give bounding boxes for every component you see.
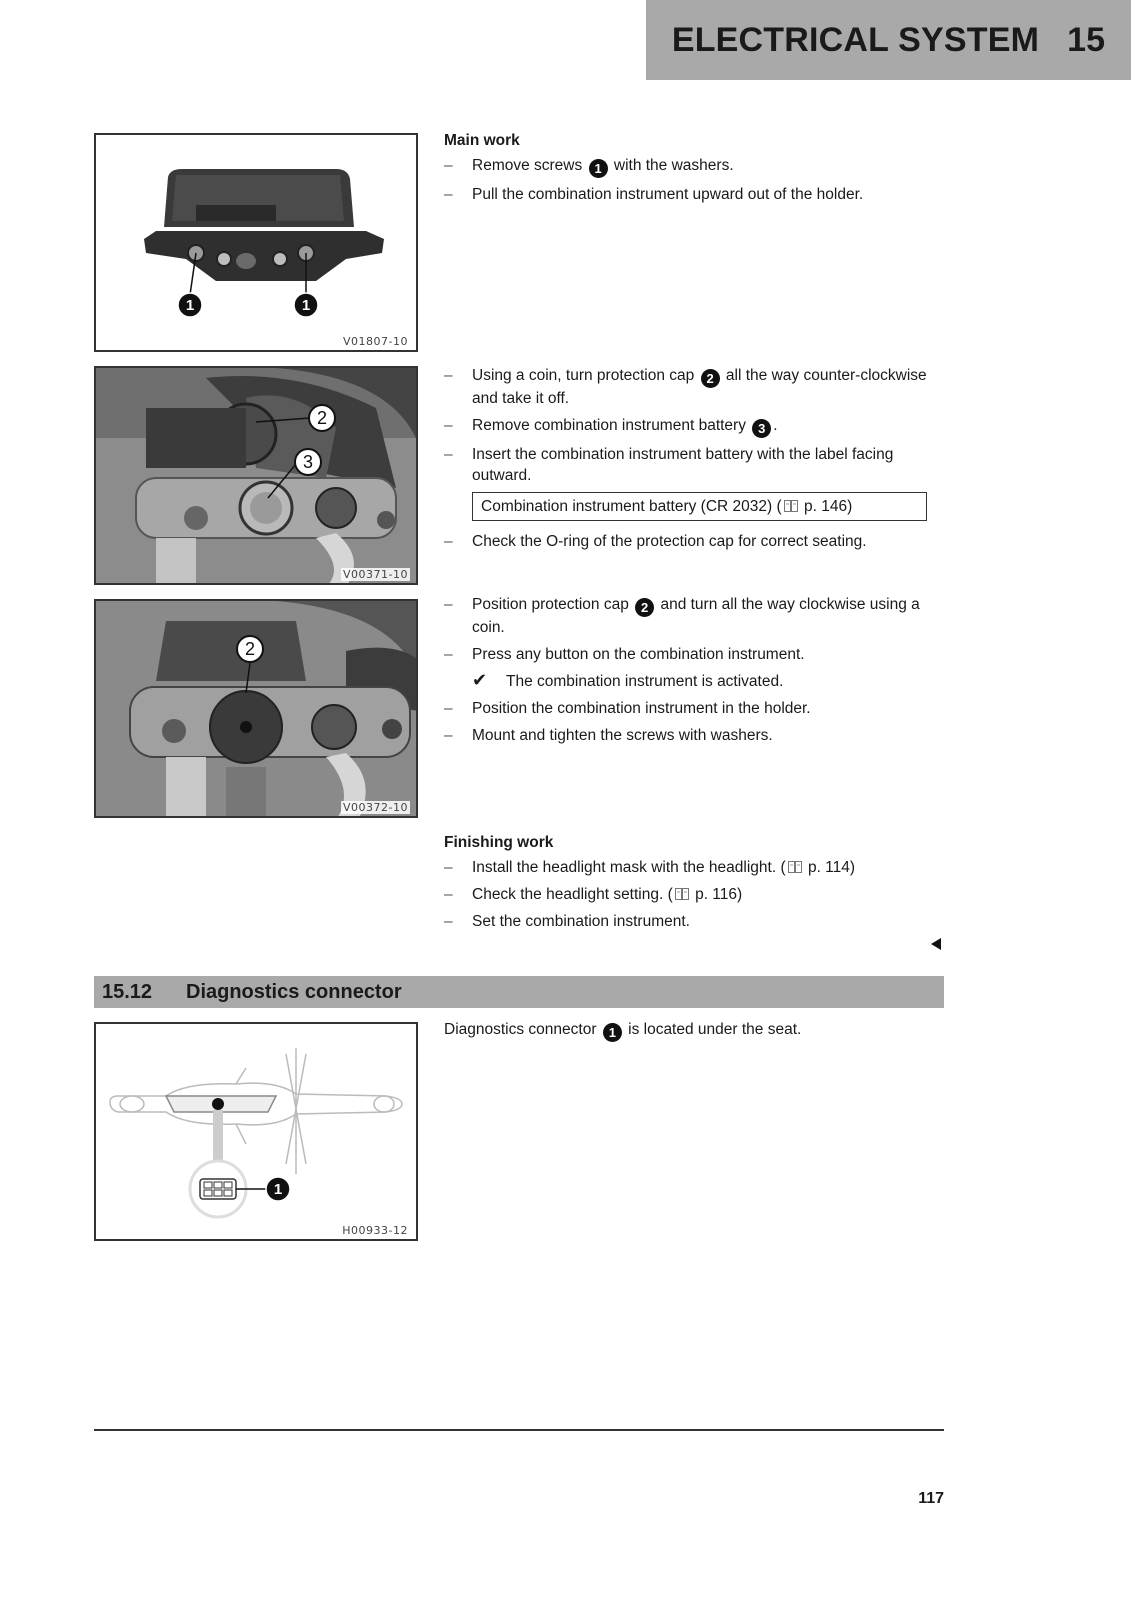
dash-icon: – [444, 913, 453, 930]
callout-bubble: 2 [701, 369, 720, 388]
result-text: The combination instrument is activated. [506, 673, 784, 690]
book-reference-icon [675, 888, 689, 900]
step-text: Press any button on the combination instrument. [472, 646, 805, 663]
step-text: with the washers. [613, 157, 734, 174]
dash-icon: – [444, 646, 453, 663]
instrument-illustration [96, 135, 418, 352]
dash-icon: – [444, 417, 453, 434]
callout-bubble: 1 [589, 159, 608, 178]
step-install-headlight [444, 857, 944, 878]
reassemble-block [444, 594, 944, 752]
finishing-work-block [444, 832, 944, 938]
step-pull-instrument [444, 184, 944, 205]
callout-bubble: 2 [635, 598, 654, 617]
dash-icon: – [444, 700, 453, 717]
chapter-header [646, 0, 1131, 80]
figure-cap-fitted [94, 599, 418, 818]
callout-bubble: 3 [752, 419, 771, 438]
dash-icon: – [444, 886, 453, 903]
callout-1-right-label: 1 [301, 297, 311, 314]
page-reference-link[interactable]: p. 146) [803, 498, 853, 515]
spec-text: Combination instrument battery (CR 2032) ( [481, 498, 782, 515]
step-text: Check the O-ring of the protection cap for correct seating. [472, 533, 867, 550]
callout-1-label: 1 [273, 1181, 283, 1198]
figure-code: V01807-10 [343, 335, 408, 348]
dash-icon: – [444, 186, 453, 203]
page-reference-link[interactable]: p. 116) [695, 886, 743, 903]
motorcycle-topview-illustration [96, 1024, 418, 1241]
cap-photo-illustration [96, 601, 418, 818]
figure-instrument-screws [94, 133, 418, 352]
step-check-headlight [444, 884, 944, 905]
checkmark-icon: ✔ [472, 670, 488, 690]
page-reference-link[interactable]: p. 114) [807, 859, 856, 876]
step-text: Remove combination instrument battery [472, 417, 746, 434]
dash-icon: – [444, 727, 453, 744]
battery-photo-illustration [96, 368, 418, 585]
end-of-section-icon [931, 938, 941, 950]
book-reference-icon [788, 861, 802, 873]
callout-1-left-label: 1 [185, 297, 195, 314]
result-activated [444, 671, 944, 692]
book-reference-icon [784, 500, 798, 512]
figure-code: H00933-12 [342, 1224, 408, 1237]
step-text: Mount and tighten the screws with washers. [472, 727, 773, 744]
callout-bubble: 1 [603, 1023, 622, 1042]
page-number: 117 [918, 1490, 944, 1507]
step-text: all the way counter-clockwise and take it off. [472, 367, 927, 407]
step-text: Using a coin, turn protection cap [472, 367, 695, 384]
main-work-heading: Main work [444, 132, 520, 149]
battery-block [444, 365, 944, 558]
step-turn-cap [444, 365, 944, 409]
callout-2-label: 2 [316, 408, 328, 428]
footer-divider [94, 1429, 944, 1431]
figure-battery-removal [94, 366, 418, 585]
dash-icon: – [444, 157, 453, 174]
figure-diagnostics-connector [94, 1022, 418, 1241]
step-insert-battery [444, 444, 944, 486]
diagnostics-block [444, 1019, 944, 1042]
figure-code: V00371-10 [343, 568, 408, 581]
body-text: is located under the seat. [628, 1021, 802, 1038]
step-text: Pull the combination instrument upward out of the holder. [472, 186, 864, 203]
figure-code: V00372-10 [343, 801, 408, 814]
chapter-title: ELECTRICAL SYSTEM [671, 20, 1040, 59]
step-press-button [444, 644, 944, 665]
step-text: Position the combination instrument in the holder. [472, 700, 811, 717]
section-title: Diagnostics connector [186, 980, 402, 1003]
step-text: . [773, 417, 778, 434]
step-remove-screws [444, 155, 944, 178]
step-text: Set the combination instrument. [472, 913, 690, 930]
battery-spec-box [472, 492, 927, 521]
section-heading-bar [94, 976, 944, 1008]
dash-icon: – [444, 446, 453, 463]
step-text: Check the headlight setting. ( [472, 886, 673, 903]
diagnostics-location-text [444, 1019, 944, 1042]
callout-2-label: 2 [244, 639, 256, 659]
main-work-block [444, 130, 944, 211]
dash-icon: – [444, 533, 453, 550]
step-position-cap [444, 594, 944, 638]
step-text: Insert the combination instrument battery with the label facing outward. [472, 446, 894, 484]
step-set-instrument [444, 911, 944, 932]
chapter-number: 15 [1067, 20, 1105, 59]
finishing-work-heading: Finishing work [444, 834, 554, 851]
step-mount-screws [444, 725, 944, 746]
section-number: 15.12 [102, 980, 153, 1003]
step-remove-battery [444, 415, 944, 438]
step-text: and turn all the way clockwise using a coin. [472, 596, 920, 636]
dash-icon: – [444, 859, 453, 876]
body-text: Diagnostics connector [444, 1021, 597, 1038]
dash-icon: – [444, 367, 453, 384]
step-check-oring [444, 531, 944, 552]
callout-3-label: 3 [302, 452, 314, 472]
step-position-instrument [444, 698, 944, 719]
dash-icon: – [444, 596, 453, 613]
step-text: Remove screws [472, 157, 583, 174]
step-text: Position protection cap [472, 596, 629, 613]
step-text: Install the headlight mask with the headlight. ( [472, 859, 786, 876]
